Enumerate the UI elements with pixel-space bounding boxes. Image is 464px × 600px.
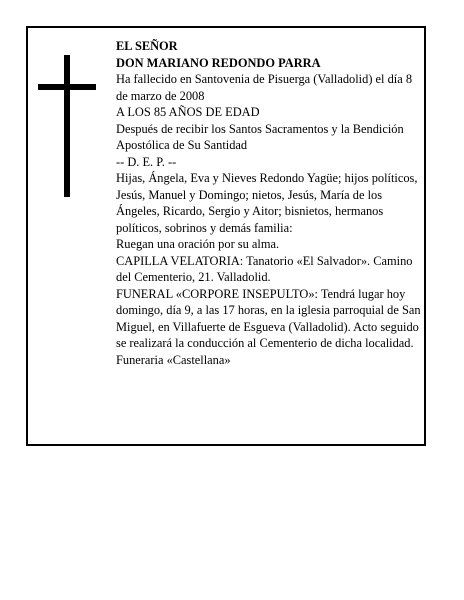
family-list: Hijas, Ángela, Eva y Nieves Redondo Yagüe; hijos políticos, Jesús, Manuel y Domingo; nietos, Jesús, María de los Ángeles, Ricardo, Sergio y Aitor; bisnietos, hermanos políticos, sobrinos y demás familia: [116, 171, 418, 235]
chapel-info: CAPILLA VELATORIA: Tanatorio «El Salvador». Camino del Cementerio, 21. Valladolid. [116, 253, 413, 284]
rip-line: -- D. E. P. -- [116, 154, 177, 169]
obituary-text [116, 38, 422, 368]
deceased-name: DON MARIANO REDONDO PARRA [116, 55, 321, 70]
death-announcement: Ha fallecido en Santovenia de Pisuerga (Valladolid) el día 8 de marzo de 2008 [116, 72, 413, 103]
funeral-info: FUNERAL «CORPORE INSEPULTO»: Tendrá lugar hoy domingo, día 9, a las 17 horas, en la iglesia parroquial de San Miguel, en Villafuerte de Esgueva (Valladolid). Acto seguido se realizará la conducción al Cementerio de dicha localidad. [116, 286, 421, 350]
cross-icon-horizontal-bar [38, 84, 96, 90]
sacraments-line: Después de recibir los Santos Sacramentos y la Bendición Apostólica de Su Santidad [116, 121, 404, 152]
title-line-1: EL SEÑOR [116, 39, 178, 53]
age-line: A LOS 85 AÑOS DE EDAD [116, 105, 260, 119]
prayer-request: Ruegan una oración por su alma. [116, 237, 280, 251]
funeral-home: Funeraria «Castellana» [116, 352, 231, 367]
cross-icon-vertical-bar [64, 55, 70, 197]
